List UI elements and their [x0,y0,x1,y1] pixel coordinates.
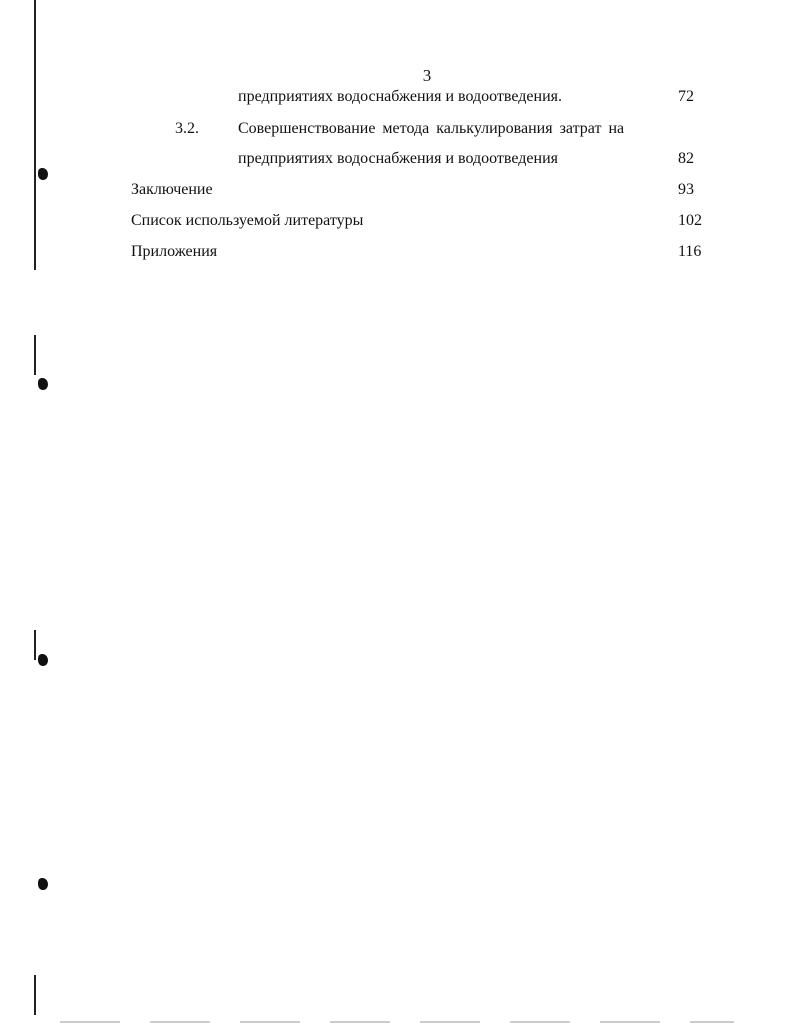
toc-entry-text: Заключение [131,181,213,198]
binder-hole-mark [38,168,48,180]
toc-entry-page: 93 [678,181,694,198]
scan-edge-noise [60,1021,734,1023]
toc-entry-page: 116 [678,243,702,260]
page-number: 3 [422,66,432,85]
toc-entry-text: Совершенствование метода калькулирования затрат на [238,120,625,137]
toc-entry-text: предприятиях водоснабжения и водоотведения. [238,88,562,105]
binder-hole-mark [38,378,48,390]
scan-margin-line [34,335,36,375]
toc-entry-page: 102 [678,212,702,229]
binder-hole-mark [38,654,48,666]
scan-margin-line [34,630,36,660]
scan-margin-line [34,975,36,1015]
toc-entry-page: 82 [678,150,694,167]
scan-margin-line [34,0,36,270]
binder-hole-mark [38,878,48,890]
toc-section-number: 3.2. [175,120,199,137]
toc-entry-text: предприятиях водоснабжения и водоотведения [238,150,558,167]
toc-entry-page: 72 [678,88,694,105]
toc-entry-text: Приложения [131,243,218,260]
toc-entry-text: Список используемой литературы [131,212,364,229]
